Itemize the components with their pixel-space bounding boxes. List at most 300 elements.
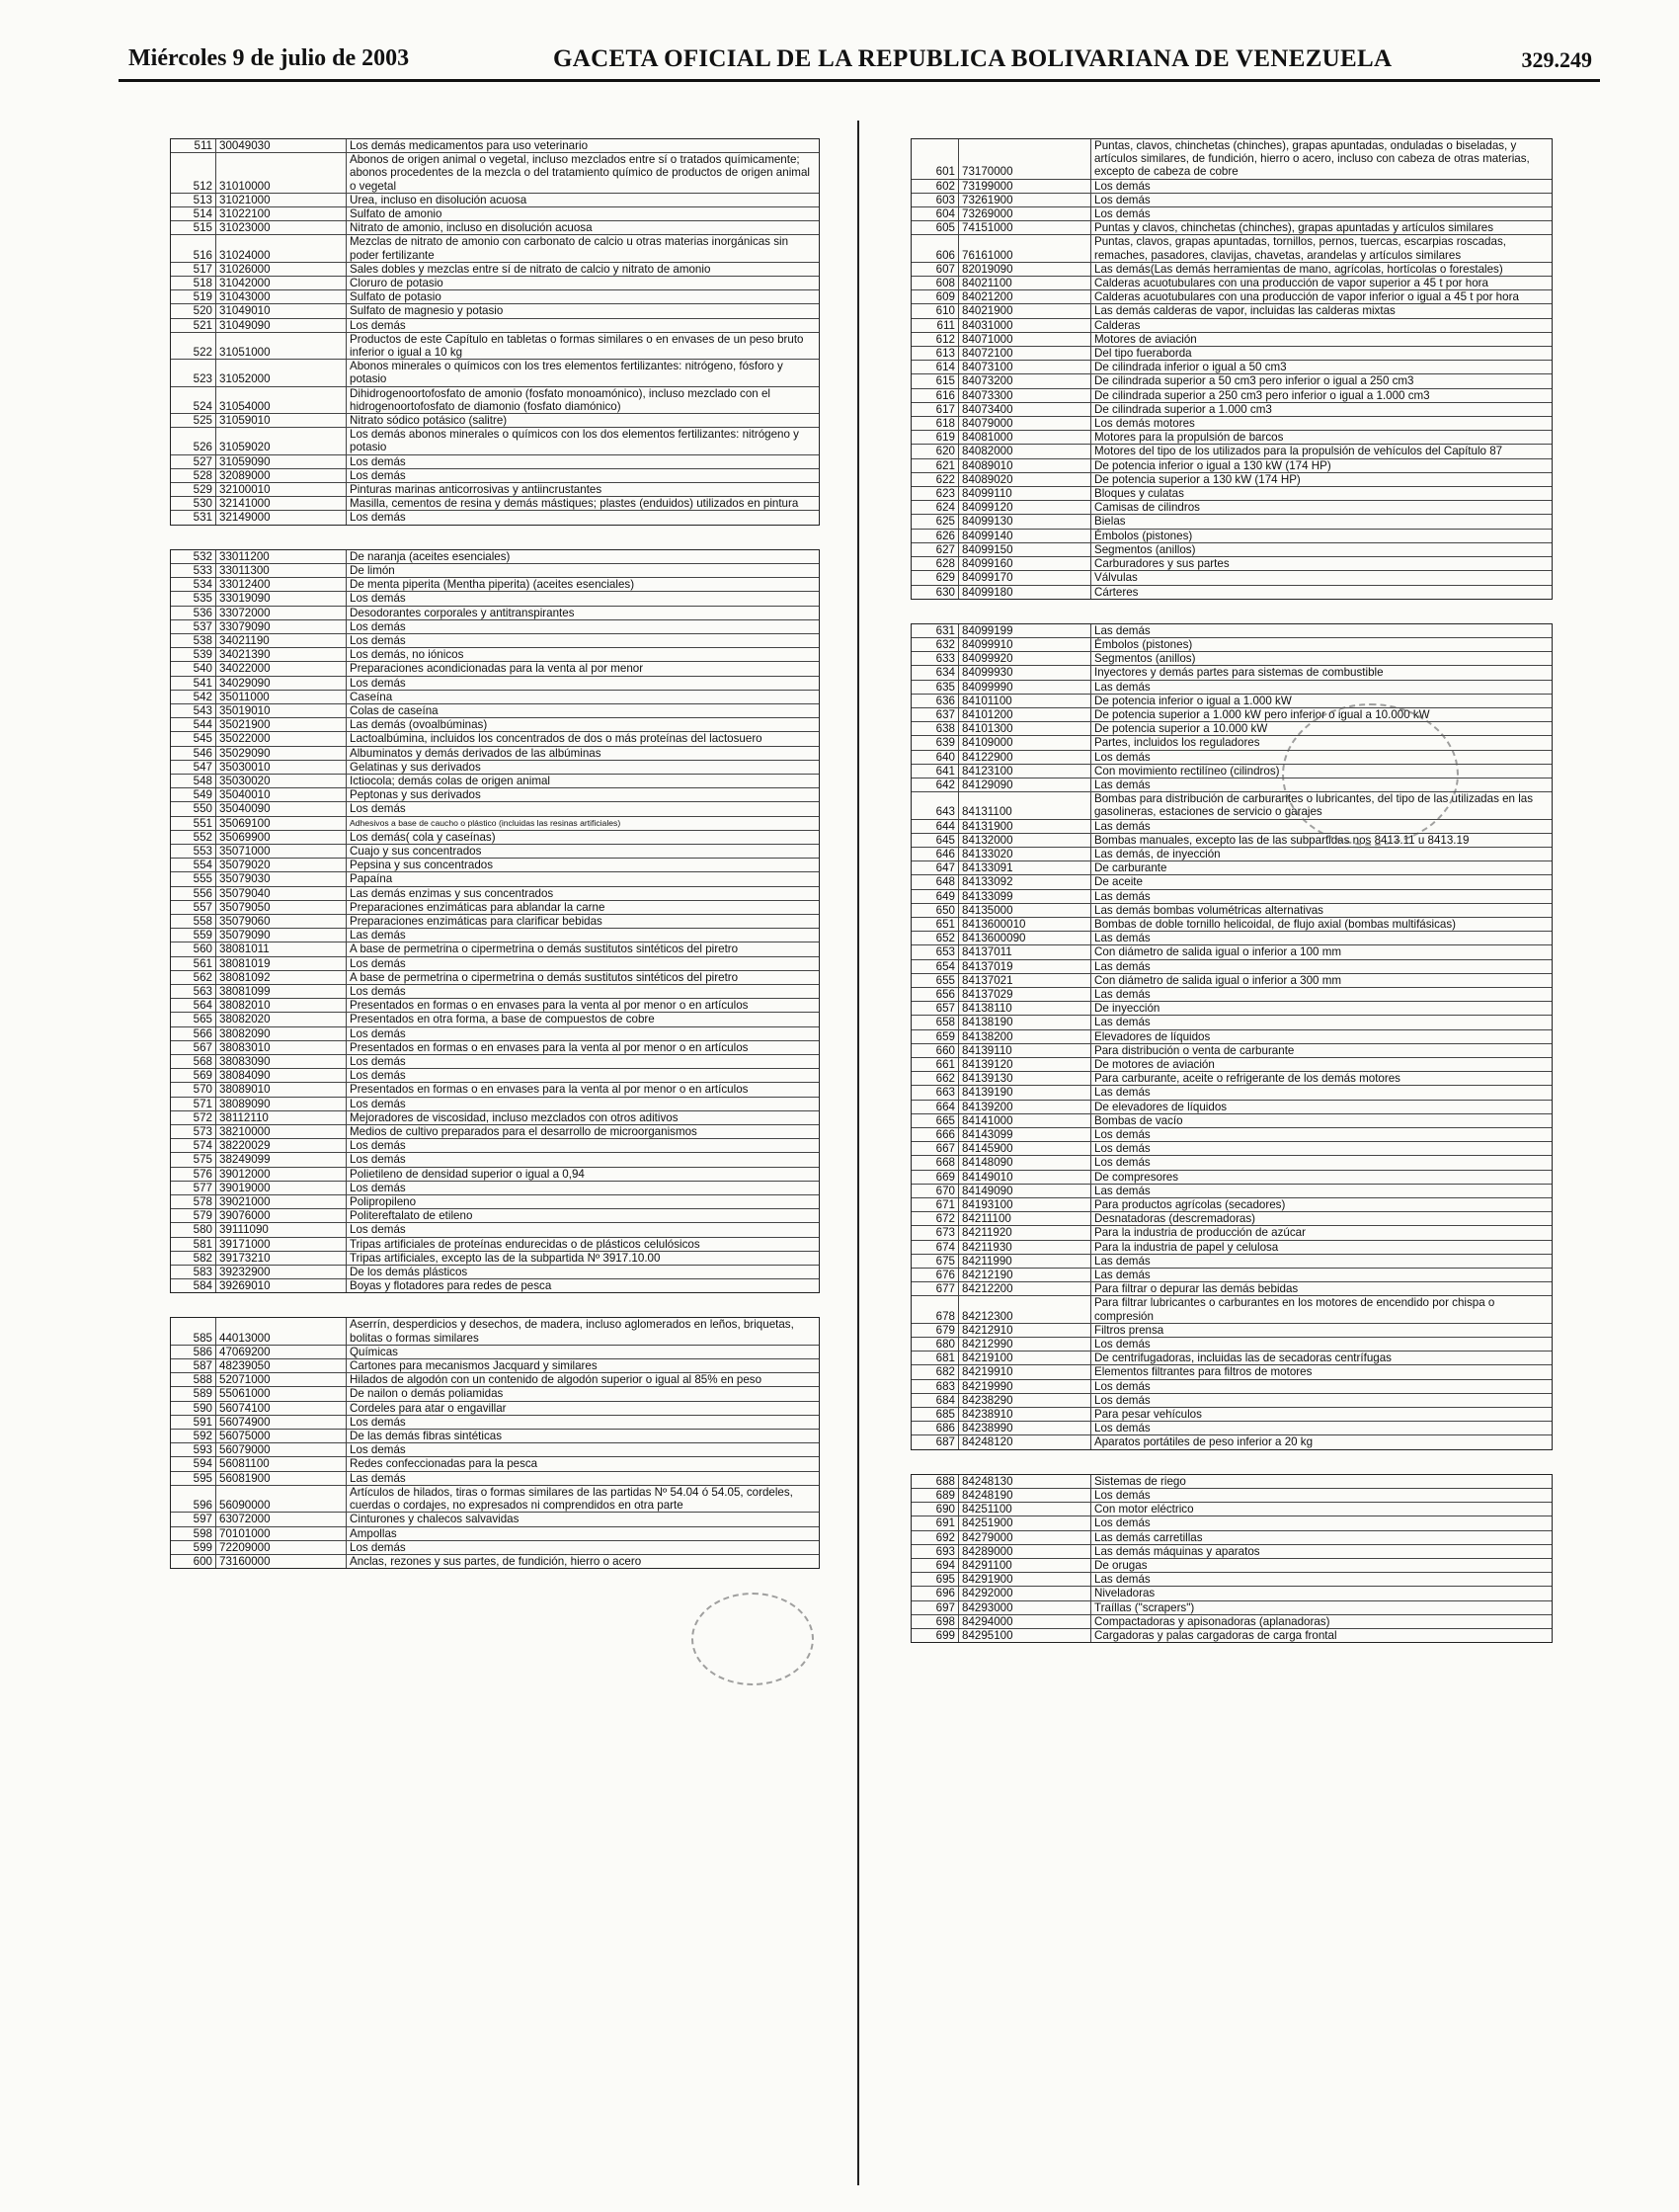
table-row — [912, 1628, 1552, 1642]
description: Presentados en formas o en envases para la venta al por menor o en artículos — [350, 1040, 749, 1054]
description: Sulfato de amonio — [350, 207, 442, 221]
table-row — [171, 139, 819, 152]
row-number: 530 — [171, 497, 216, 510]
tariff-code: 84193100 — [959, 1198, 1091, 1211]
tariff-code: 38081019 — [216, 957, 347, 970]
tariff-code: 84248130 — [959, 1475, 1091, 1488]
tariff-code: 84149090 — [959, 1185, 1091, 1197]
row-number: 539 — [171, 648, 216, 661]
tariff-code: 35022000 — [216, 732, 347, 745]
table-row — [171, 886, 819, 900]
tariff-code: 38112110 — [216, 1111, 347, 1124]
row-number: 694 — [912, 1559, 959, 1572]
description: Las demás — [1094, 778, 1151, 791]
tariff-code: 84099110 — [959, 487, 1091, 500]
description: De potencia inferior o igual a 130 kW (174 HP) — [1094, 458, 1331, 472]
tariff-code: 35069900 — [216, 831, 347, 844]
table-row — [912, 1268, 1552, 1281]
description: Las demás — [1094, 623, 1151, 637]
table-row — [171, 1372, 819, 1386]
row-number: 689 — [912, 1489, 959, 1502]
tariff-code: 84138200 — [959, 1030, 1091, 1043]
row-number: 593 — [171, 1443, 216, 1456]
description: Los demás( cola y caseínas) — [350, 830, 496, 844]
description: Motores para la propulsión de barcos — [1094, 431, 1284, 445]
table-row — [912, 1043, 1552, 1057]
tariff-code: 35029090 — [216, 747, 347, 760]
table-row — [171, 1082, 819, 1096]
table-row — [171, 1540, 819, 1554]
row-number: 686 — [912, 1422, 959, 1434]
row-number: 669 — [912, 1171, 959, 1184]
table-row — [912, 903, 1552, 917]
row-number: 681 — [912, 1352, 959, 1364]
row-number: 559 — [171, 929, 216, 942]
row-number: 600 — [171, 1555, 216, 1568]
description: Pepsina y sus concentrados — [350, 859, 494, 872]
tariff-code: 73170000 — [959, 139, 1091, 179]
tariff-code: 84138110 — [959, 1002, 1091, 1015]
description: Los demás — [1094, 1338, 1151, 1352]
tariff-code: 84212300 — [959, 1296, 1091, 1322]
description: Abonos de origen animal o vegetal, incluso mezclados entre sí o tratados químicamente; abonos procedentes de la mezcla o del tratamiento químico de productos de origen animal o vegetal — [350, 153, 810, 193]
table-row — [912, 1281, 1552, 1295]
table-row — [171, 332, 819, 359]
row-number: 563 — [171, 985, 216, 998]
row-number: 513 — [171, 194, 216, 206]
row-number: 685 — [912, 1408, 959, 1421]
row-number: 527 — [171, 455, 216, 468]
description: Los demás — [1094, 1422, 1151, 1435]
row-number: 670 — [912, 1185, 959, 1197]
tariff-code: 38083010 — [216, 1041, 347, 1054]
row-number: 585 — [171, 1318, 216, 1344]
table-row — [171, 234, 819, 261]
table-row — [171, 359, 819, 385]
description: Las demás — [1094, 959, 1151, 973]
table-row — [912, 637, 1552, 651]
tariff-code: 84099990 — [959, 681, 1091, 694]
description: Bloques y culatas — [1094, 487, 1184, 501]
tariff-code: 48239050 — [216, 1359, 347, 1372]
table-row — [912, 289, 1552, 303]
tariff-table — [170, 1317, 820, 1569]
row-number: 515 — [171, 221, 216, 234]
row-number: 642 — [912, 778, 959, 791]
tariff-code: 76161000 — [959, 235, 1091, 261]
row-number: 588 — [171, 1373, 216, 1386]
description: Las demás carretillas — [1094, 1530, 1203, 1544]
tariff-code: 84291900 — [959, 1573, 1091, 1586]
row-number: 695 — [912, 1573, 959, 1586]
description: Con movimiento rectilíneo (cilindros) — [1094, 764, 1280, 778]
table-row — [171, 647, 819, 661]
table-row — [912, 276, 1552, 289]
table-row — [912, 585, 1552, 599]
table-row — [171, 1208, 819, 1222]
description: Compactadoras y apisonadoras (aplanadoras) — [1094, 1614, 1330, 1628]
tariff-code: 35040090 — [216, 802, 347, 815]
row-number: 606 — [912, 235, 959, 261]
table-row — [912, 1085, 1552, 1099]
table-row — [171, 970, 819, 984]
description: Aparatos portátiles de peso inferior a 20 kg — [1094, 1435, 1314, 1449]
description: Para carburante, aceite o refrigerante de los demás motores — [1094, 1072, 1400, 1086]
row-number: 617 — [912, 403, 959, 416]
tariff-code: 38082010 — [216, 999, 347, 1012]
description: Motores del tipo de los utilizados para la propulsión de vehículos del Capítulo 87 — [1094, 445, 1503, 458]
row-number: 634 — [912, 666, 959, 679]
row-number: 650 — [912, 904, 959, 917]
row-number: 569 — [171, 1069, 216, 1082]
tariff-code: 73199000 — [959, 180, 1091, 193]
tariff-code: 39232900 — [216, 1266, 347, 1278]
row-number: 590 — [171, 1402, 216, 1415]
description: Desnatadoras (descremadoras) — [1094, 1212, 1256, 1226]
tariff-code: 84211100 — [959, 1212, 1091, 1225]
table-row — [171, 1026, 819, 1040]
tariff-code: 84139200 — [959, 1101, 1091, 1113]
row-number: 674 — [912, 1241, 959, 1254]
row-number: 544 — [171, 718, 216, 731]
tariff-code: 56081100 — [216, 1457, 347, 1470]
table-row — [171, 633, 819, 647]
row-number: 568 — [171, 1055, 216, 1068]
row-number: 564 — [171, 999, 216, 1012]
table-row — [912, 665, 1552, 679]
table-row — [912, 1184, 1552, 1197]
tariff-code: 38220029 — [216, 1139, 347, 1152]
row-number: 667 — [912, 1142, 959, 1155]
tariff-code: 34021190 — [216, 634, 347, 647]
tariff-code: 84238990 — [959, 1422, 1091, 1434]
row-number: 623 — [912, 487, 959, 500]
table-row — [912, 931, 1552, 944]
tariff-code: 39111090 — [216, 1223, 347, 1236]
tariff-code: 84149010 — [959, 1171, 1091, 1184]
description: Aserrín, desperdicios y desechos, de madera, incluso aglomerados en leños, briquetas, bolitas o formas similares — [350, 1318, 794, 1345]
tariff-code: 35011000 — [216, 691, 347, 703]
description: Inyectores y demás partes para sistemas de combustible — [1094, 666, 1384, 680]
tariff-code: 39269010 — [216, 1279, 347, 1292]
row-number: 628 — [912, 557, 959, 570]
tariff-code: 31024000 — [216, 235, 347, 261]
tariff-table — [911, 623, 1553, 1450]
table-row — [171, 661, 819, 675]
description: Los demás — [350, 454, 406, 468]
tariff-code: 84021200 — [959, 290, 1091, 303]
tariff-code: 84212200 — [959, 1282, 1091, 1295]
tariff-code: 84021100 — [959, 277, 1091, 289]
row-number: 687 — [912, 1435, 959, 1448]
description: Cartones para mecanismos Jacquard y similares — [350, 1359, 598, 1373]
row-number: 644 — [912, 820, 959, 833]
description: Puntas, clavos, chinchetas (chinches), grapas apuntadas, onduladas o biseladas, y artículos similares, de fundición, hierro o acero, incluso con cabeza de otras materias, excepto de cabeza de cobre — [1094, 139, 1530, 179]
description: Filtros prensa — [1094, 1323, 1164, 1337]
description: Con motor eléctrico — [1094, 1503, 1194, 1516]
row-number: 612 — [912, 333, 959, 346]
row-number: 566 — [171, 1027, 216, 1040]
tariff-code: 55061000 — [216, 1387, 347, 1400]
description: Colas de caseína — [350, 703, 439, 717]
tariff-code: 70101000 — [216, 1527, 347, 1540]
row-number: 531 — [171, 511, 216, 524]
table-row — [171, 858, 819, 871]
row-number: 605 — [912, 221, 959, 234]
description: Para filtrar o depurar las demás bebidas — [1094, 1282, 1299, 1296]
table-row — [171, 1040, 819, 1054]
tariff-code: 8413600010 — [959, 918, 1091, 931]
tariff-code: 84073100 — [959, 361, 1091, 373]
description: Albuminatos y demás derivados de las albúminas — [350, 746, 601, 760]
tariff-code: 84122900 — [959, 751, 1091, 764]
description: De elevadores de líquidos — [1094, 1100, 1228, 1113]
description: Los demás — [1094, 1379, 1151, 1393]
description: Para distribución o venta de carburante — [1094, 1043, 1295, 1057]
row-number: 637 — [912, 708, 959, 721]
description: Los demás — [1094, 179, 1151, 193]
table-row — [171, 816, 819, 830]
description: Productos de este Capítulo en tabletas o formas similares o en envases de un peso bruto inferior o igual a 10 kg — [350, 332, 804, 360]
tariff-code: 84292000 — [959, 1587, 1091, 1599]
description: A base de permetrina o cipermetrina o demás sustitutos sintéticos del piretro — [350, 970, 739, 984]
row-number: 618 — [912, 417, 959, 430]
row-number: 523 — [171, 360, 216, 385]
description: Puntas y clavos, chinchetas (chinches), grapas apuntadas y artículos similares — [1094, 221, 1494, 235]
official-stamp — [1282, 703, 1459, 846]
header-page-number: 329.249 — [1521, 47, 1592, 72]
row-number: 528 — [171, 469, 216, 482]
row-number: 625 — [912, 515, 959, 528]
row-number: 521 — [171, 319, 216, 332]
description: Bielas — [1094, 515, 1126, 529]
tariff-table — [170, 549, 820, 1294]
row-number: 697 — [912, 1601, 959, 1614]
tariff-code: 35079060 — [216, 915, 347, 928]
table-row — [912, 1475, 1552, 1488]
description: De menta piperita (Mentha piperita) (aceites esenciales) — [350, 578, 635, 592]
row-number: 680 — [912, 1338, 959, 1351]
row-number: 658 — [912, 1016, 959, 1028]
row-number: 603 — [912, 194, 959, 206]
table-row — [912, 220, 1552, 234]
row-number: 653 — [912, 945, 959, 958]
row-number: 693 — [912, 1545, 959, 1558]
tariff-code: 84099199 — [959, 624, 1091, 637]
table-row — [912, 847, 1552, 860]
row-number: 677 — [912, 1282, 959, 1295]
table-row — [171, 731, 819, 745]
table-row — [912, 1211, 1552, 1225]
tariff-code: 84251100 — [959, 1503, 1091, 1516]
table-row — [912, 179, 1552, 193]
tariff-code: 84293000 — [959, 1601, 1091, 1614]
row-number: 698 — [912, 1615, 959, 1628]
table-row — [912, 514, 1552, 528]
description: Calderas — [1094, 318, 1141, 332]
tariff-code: 38249099 — [216, 1153, 347, 1166]
tariff-code: 39021000 — [216, 1195, 347, 1208]
row-number: 661 — [912, 1058, 959, 1071]
row-number: 608 — [912, 277, 959, 289]
row-number: 570 — [171, 1083, 216, 1096]
tariff-code: 56074100 — [216, 1402, 347, 1415]
table-row — [912, 1364, 1552, 1378]
table-row — [171, 1068, 819, 1082]
row-number: 660 — [912, 1044, 959, 1057]
tariff-code: 73261900 — [959, 194, 1091, 206]
table-row — [912, 1421, 1552, 1434]
tariff-code: 84295100 — [959, 1629, 1091, 1642]
description: De nailon o demás poliamidas — [350, 1387, 504, 1401]
table-row — [171, 1110, 819, 1124]
tariff-code: 84212190 — [959, 1269, 1091, 1281]
tariff-code: 32149000 — [216, 511, 347, 524]
description: Las demás — [1094, 932, 1151, 945]
row-number: 679 — [912, 1324, 959, 1337]
row-number: 599 — [171, 1541, 216, 1554]
table-row — [912, 262, 1552, 276]
row-number: 571 — [171, 1098, 216, 1110]
row-number: 691 — [912, 1516, 959, 1529]
table-row — [912, 1502, 1552, 1516]
tariff-code: 84133099 — [959, 890, 1091, 903]
description: Químicas — [350, 1345, 398, 1358]
row-number: 649 — [912, 890, 959, 903]
tariff-code: 31022100 — [216, 207, 347, 220]
tariff-code: 56090000 — [216, 1486, 347, 1512]
table-row — [171, 1167, 819, 1181]
description: Las demás(Las demás herramientas de mano, agrícolas, hortícolas o forestales) — [1094, 262, 1503, 276]
description: Las demás (ovoalbúminas) — [350, 718, 488, 732]
table-row — [912, 1141, 1552, 1155]
left-column — [170, 138, 820, 1569]
table-row — [912, 1127, 1552, 1141]
table-row — [912, 1155, 1552, 1169]
description: De orugas — [1094, 1558, 1148, 1572]
row-number: 611 — [912, 319, 959, 332]
row-number: 656 — [912, 988, 959, 1001]
description: Los demás — [350, 318, 406, 332]
description: Las demás máquinas y aparatos — [1094, 1544, 1260, 1558]
table-row — [171, 454, 819, 468]
tariff-code: 84101100 — [959, 695, 1091, 707]
tariff-code: 31049010 — [216, 304, 347, 317]
description: De carburante — [1094, 861, 1167, 875]
table-row — [171, 510, 819, 524]
tariff-code: 56079000 — [216, 1443, 347, 1456]
description: Motores de aviación — [1094, 332, 1197, 346]
row-number: 583 — [171, 1266, 216, 1278]
row-number: 592 — [171, 1430, 216, 1442]
description: Los demás — [350, 1139, 406, 1153]
row-number: 609 — [912, 290, 959, 303]
row-number: 699 — [912, 1629, 959, 1642]
tariff-code: 35040010 — [216, 788, 347, 801]
row-number: 532 — [171, 550, 216, 563]
tariff-code: 84238910 — [959, 1408, 1091, 1421]
table-row — [912, 1225, 1552, 1239]
tariff-code: 84139130 — [959, 1072, 1091, 1085]
table-row — [912, 651, 1552, 665]
table-row — [912, 1488, 1552, 1502]
table-row — [912, 139, 1552, 179]
table-row — [171, 984, 819, 998]
description: Los demás — [350, 633, 406, 647]
tariff-code: 33011300 — [216, 564, 347, 577]
table-row — [912, 624, 1552, 637]
row-number: 519 — [171, 290, 216, 303]
tariff-code: 84081000 — [959, 431, 1091, 444]
description: Para la industria de papel y celulosa — [1094, 1240, 1279, 1254]
tariff-code: 31059090 — [216, 455, 347, 468]
table-row — [912, 1254, 1552, 1268]
table-row — [171, 1138, 819, 1152]
tariff-code: 84082000 — [959, 445, 1091, 457]
tariff-code: 84291100 — [959, 1559, 1091, 1572]
tariff-code: 84073300 — [959, 389, 1091, 402]
table-row — [171, 206, 819, 220]
table-row — [171, 563, 819, 577]
tariff-code: 84133092 — [959, 875, 1091, 888]
description: Las demás — [1094, 889, 1151, 903]
description: Nitrato de amonio, incluso en disolución acuosa — [350, 221, 593, 235]
description: Desodorantes corporales y antitranspirantes — [350, 606, 575, 619]
page-header — [119, 40, 1600, 83]
row-number: 595 — [171, 1472, 216, 1485]
table-row — [912, 1600, 1552, 1614]
description: Tripas artificiales, excepto las de la subpartida Nº 3917.10.00 — [350, 1251, 661, 1265]
row-number: 690 — [912, 1503, 959, 1516]
description: Abonos minerales o químicos con los tres elementos fertilizantes: nitrógeno, fósforo y potasio — [350, 360, 783, 386]
tariff-code: 84131900 — [959, 820, 1091, 833]
table-row — [171, 1222, 819, 1236]
row-number: 520 — [171, 304, 216, 317]
tariff-code: 35021900 — [216, 718, 347, 731]
tariff-code: 38083090 — [216, 1055, 347, 1068]
description: Los demás — [350, 1223, 406, 1237]
table-row — [171, 1012, 819, 1025]
tariff-code: 84211990 — [959, 1255, 1091, 1268]
tariff-code: 33072000 — [216, 607, 347, 619]
tariff-code: 84139120 — [959, 1058, 1091, 1071]
tariff-code: 38081092 — [216, 971, 347, 984]
official-stamp-partial — [691, 1593, 814, 1685]
row-number: 594 — [171, 1457, 216, 1470]
tariff-code: 32141000 — [216, 497, 347, 510]
row-number: 575 — [171, 1153, 216, 1166]
description: Preparaciones acondicionadas para la venta al por menor — [350, 662, 644, 676]
table-row — [171, 900, 819, 914]
tariff-code: 38082090 — [216, 1027, 347, 1040]
table-row — [171, 276, 819, 289]
table-row — [912, 833, 1552, 847]
tariff-code: 84099150 — [959, 543, 1091, 556]
tariff-code: 31026000 — [216, 263, 347, 276]
description: Los demás — [1094, 1393, 1151, 1407]
description: Émbolos (pistones) — [1094, 637, 1193, 651]
table-row — [171, 914, 819, 928]
row-number: 541 — [171, 677, 216, 690]
description: Los demás — [350, 676, 406, 690]
table-row — [912, 318, 1552, 332]
table-row — [171, 1097, 819, 1110]
tariff-code: 84137011 — [959, 945, 1091, 958]
tariff-code: 34022000 — [216, 662, 347, 675]
row-number: 620 — [912, 445, 959, 457]
tariff-code: 84101300 — [959, 722, 1091, 735]
description: Para filtrar lubricantes o carburantes en los motores de encendido por chispa o compresión — [1094, 1296, 1495, 1323]
